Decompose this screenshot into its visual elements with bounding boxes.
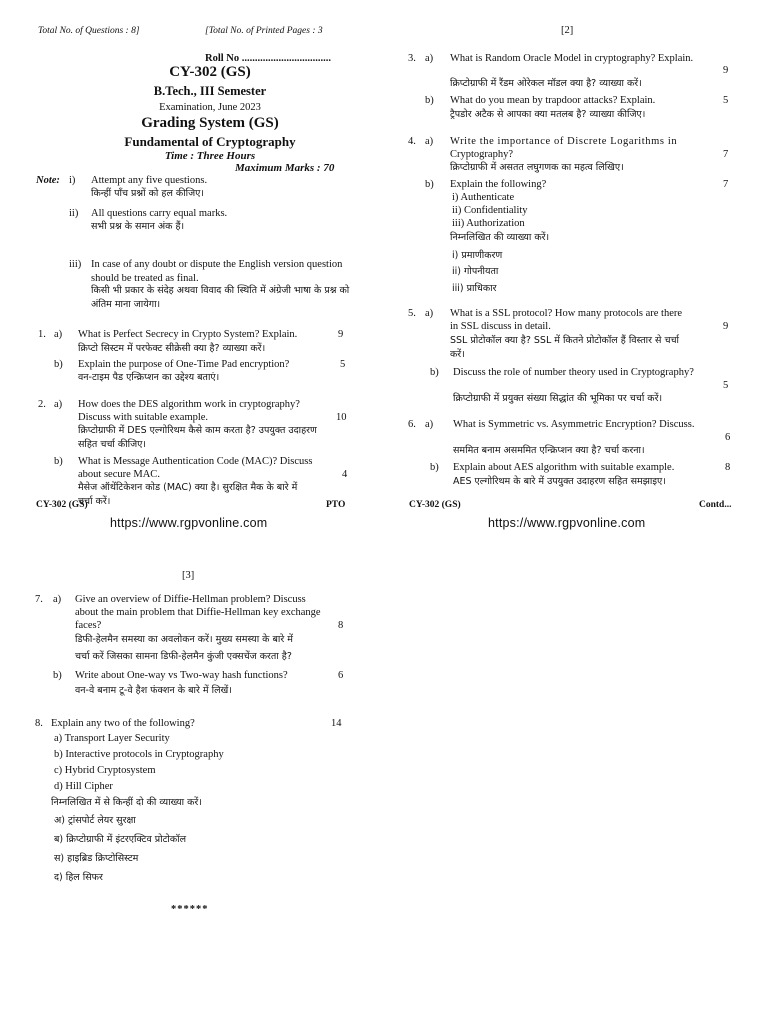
footer-contd: Contd...	[699, 500, 732, 510]
note-1-en: Attempt any five questions.	[91, 175, 208, 186]
q1a-en: What is Perfect Secrecy in Crypto System? Explain.	[78, 329, 298, 340]
q6b-marks: 8	[725, 462, 731, 473]
q3b-hi: ट्रैपडोर अटैक से आपका क्या मतलब है? व्याख्या कीजिए।	[450, 109, 646, 120]
q7a-marks: 8	[338, 620, 344, 631]
q7b-marks: 6	[338, 670, 344, 681]
note-label: Note:	[36, 175, 60, 186]
q4b-item-3: iii) Authorization	[452, 218, 525, 229]
q8-hi: निम्नलिखित में से किन्हीं दो की व्याख्या करें।	[51, 797, 202, 808]
page-1	[30, 22, 360, 530]
q3a-hi: क्रिप्टोग्राफी में रैंडम ओरेकल मॉडल क्या है? व्याख्या करें।	[450, 78, 642, 89]
q5a-en-1: What is a SSL protocol? How many protocols are there	[450, 308, 683, 319]
q2a-hi-2: सहित चर्चा कीजिए।	[78, 439, 147, 450]
q5a-label: a)	[425, 308, 434, 319]
exam-session: Examination, June 2023	[159, 102, 261, 113]
q7a-en-2: about the main problem that Diffie-Hellman key exchange	[75, 607, 321, 618]
q1a-label: a)	[54, 329, 63, 340]
q2a-label: a)	[54, 399, 63, 410]
q4a-hi: क्रिप्टोग्राफी में असतत लघुगणक का महत्व लिखिए।	[450, 162, 624, 173]
q3-num: 3.	[408, 53, 416, 64]
header-total-pages: [Total No. of Printed Pages : 3	[205, 26, 323, 36]
q4b-item-1: i) Authenticate	[452, 192, 515, 203]
q4a-label: a)	[425, 136, 434, 147]
paper-code: CY-302 (GS)	[169, 64, 251, 80]
q4b-en: Explain the following?	[450, 179, 547, 190]
q1b-marks: 5	[340, 359, 346, 370]
note-2-hi: सभी प्रश्न के समान अंक हैं।	[91, 221, 185, 232]
q2a-hi-1: क्रिप्टोग्राफी में DES एल्गोरिथम कैसे काम करता है? उपयुक्त उदाहरण	[78, 425, 317, 436]
source-url: https://www.rgpvonline.com	[488, 516, 646, 530]
q6a-hi: सममित बनाम असममित एन्क्रिप्शन क्या है? चर्चा करना।	[453, 445, 645, 456]
q7b-en: Write about One-way vs Two-way hash functions?	[75, 670, 288, 681]
q8-item-d: d) Hill Cipher	[54, 781, 113, 792]
note-2-en: All questions carry equal marks.	[91, 208, 228, 219]
q1a-hi: क्रिप्टो सिस्टम में परफेक्ट सीक्रेसी क्या है? व्याख्या करें।	[78, 343, 266, 354]
q5b-marks: 5	[723, 380, 729, 391]
q3b-marks: 5	[723, 95, 729, 106]
roll-no: Roll No ..................................	[205, 53, 331, 64]
q3b-en: What do you mean by trapdoor attacks? Explain.	[450, 95, 656, 106]
q4b-hi-item-3: iii) प्राधिकार	[452, 283, 497, 294]
note-3-num: iii)	[69, 259, 82, 270]
note-1-hi: किन्हीं पाँच प्रश्नों को हल कीजिए।	[91, 188, 205, 199]
q2b-label: b)	[54, 456, 63, 467]
q8-hi-item-b: ब) क्रिप्टोग्राफी में इंटरएक्टिव प्रोटोकॉल	[54, 834, 187, 845]
q4-num: 4.	[408, 136, 416, 147]
q5a-marks: 9	[723, 321, 729, 332]
q4b-item-2: ii) Confidentiality	[452, 205, 528, 216]
q5-num: 5.	[408, 308, 416, 319]
q2b-en-2: about secure MAC.	[78, 469, 160, 480]
subject-title: Fundamental of Cryptography	[124, 134, 296, 149]
q4a-en-2: Cryptography?	[450, 149, 513, 160]
q2a-en-1: How does the DES algorithm work in cryptography?	[78, 399, 300, 410]
q8-num: 8.	[35, 718, 43, 729]
q4b-hi: निम्नलिखित की व्याख्या करें।	[450, 232, 550, 243]
q1b-en: Explain the purpose of One-Time Pad encryption?	[78, 359, 290, 370]
q2b-en-1: What is Message Authentication Code (MAC)? Discuss	[78, 456, 313, 467]
q8-item-c: c) Hybrid Cryptosystem	[54, 765, 156, 776]
q3a-en: What is Random Oracle Model in cryptography? Explain.	[450, 53, 694, 64]
q8-item-b: b) Interactive protocols in Cryptography	[54, 749, 224, 760]
q2b-hi-1: मैसेज ऑथेंटिकेशन कोड (MAC) क्या है। सुरक्षित मैक के बारे में	[78, 482, 298, 493]
q6a-en: What is Symmetric vs. Asymmetric Encryption? Discuss.	[453, 419, 695, 430]
note-3-en: In case of any doubt or dispute the English version question should be treated as final.	[91, 259, 343, 284]
q2b-hi-2: चर्चा करें।	[78, 496, 111, 507]
q2a-marks: 10	[336, 412, 347, 423]
q6b-label: b)	[430, 462, 439, 473]
footer-code: CY-302 (GS)	[36, 500, 88, 510]
footer-code: CY-302 (GS)	[409, 500, 461, 510]
q2a-en-2: Discuss with suitable example.	[78, 412, 209, 423]
q5b-label: b)	[430, 367, 439, 378]
q5b-en: Discuss the role of number theory used in Cryptography?	[453, 367, 694, 378]
q2b-marks: 4	[342, 469, 348, 480]
q3b-label: b)	[425, 95, 434, 106]
q7a-label: a)	[53, 594, 62, 605]
q3a-label: a)	[425, 53, 434, 64]
q8-item-a: a) Transport Layer Security	[54, 733, 170, 744]
q7a-en-1: Give an overview of Diffie-Hellman problem? Discuss	[75, 594, 306, 605]
q5a-hi-2: करें।	[450, 349, 465, 360]
note-3-hi: किसी भी प्रकार के संदेह अथवा विवाद की स्थिति में अंग्रेजी भाषा के प्रश्न को अंतिम माना जायेगा।	[91, 285, 350, 310]
source-url: https://www.rgpvonline.com	[110, 516, 268, 530]
q2-num: 2.	[38, 399, 46, 410]
page-2	[403, 22, 743, 530]
q7a-hi-1: डिफी-हेलमैन समस्या का अवलोकन करें। मुख्य समस्या के बारे में	[75, 634, 293, 645]
page-number: [2]	[561, 25, 574, 36]
q7b-label: b)	[53, 670, 62, 681]
q4a-en-1: Write the importance of Discrete Logarithms in	[450, 136, 678, 147]
q1b-hi: वन-टाइम पैड एन्क्रिप्शन का उद्देश्य बताएं।	[78, 372, 220, 383]
q6a-marks: 6	[725, 432, 731, 443]
q6-num: 6.	[408, 419, 416, 430]
q4a-marks: 7	[723, 149, 729, 160]
q6b-en: Explain about AES algorithm with suitable example.	[453, 462, 675, 473]
q7-num: 7.	[35, 594, 43, 605]
q5a-hi-1: SSL प्रोटोकॉल क्या है? SSL में कितने प्रोटोकॉल हैं विस्तार से चर्चा	[450, 335, 680, 346]
q4b-hi-item-1: i) प्रमाणीकरण	[452, 250, 503, 261]
q7a-en-3: faces?	[75, 620, 102, 631]
page-number: [3]	[182, 570, 195, 581]
note-2-num: ii)	[69, 208, 79, 219]
time-allowed: Time : Three Hours	[164, 150, 256, 162]
q5a-en-2: in SSL discuss in detail.	[450, 321, 551, 332]
q8-hi-item-d: द) हिल सिफर	[54, 872, 103, 883]
q3a-marks: 9	[723, 65, 729, 76]
q8-en: Explain any two of the following?	[51, 718, 195, 729]
q1a-marks: 9	[338, 329, 344, 340]
q1b-label: b)	[54, 359, 63, 370]
footer-pto: PTO	[326, 500, 346, 510]
q4b-marks: 7	[723, 179, 729, 190]
max-marks: Maximum Marks : 70	[235, 162, 335, 174]
end-mark: ******	[171, 904, 209, 915]
q8-hi-item-c: स) हाइब्रिड क्रिप्टोसिस्टम	[54, 853, 139, 864]
q8-hi-item-a: अ) ट्रांसपोर्ट लेयर सुरक्षा	[54, 815, 136, 826]
page-3	[30, 565, 375, 925]
q4b-hi-item-2: ii) गोपनीयता	[452, 266, 499, 277]
q1-num: 1.	[38, 329, 46, 340]
header-total-questions: Total No. of Questions : 8]	[38, 26, 140, 36]
note-1-num: i)	[69, 175, 76, 186]
q5b-hi: क्रिप्टोग्राफी में प्रयुक्त संख्या सिद्धांत की भूमिका पर चर्चा करें।	[453, 393, 663, 404]
course: B.Tech., III Semester	[153, 84, 267, 98]
q4b-label: b)	[425, 179, 434, 190]
q6b-hi: AES एल्गोरिथम के बारे में उपयुक्त उदाहरण सहित समझाइए।	[453, 476, 666, 487]
q6a-label: a)	[425, 419, 434, 430]
q7a-hi-2: चर्चा करें जिसका सामना डिफी-हेलमैन कुंजी एक्सचेंज करता है?	[75, 651, 292, 662]
q8-marks: 14	[331, 718, 342, 729]
grading-system: Grading System (GS)	[141, 115, 279, 131]
q7b-hi: वन-वे बनाम टू-वे हैश फंक्शन के बारे में लिखें।	[75, 685, 232, 696]
